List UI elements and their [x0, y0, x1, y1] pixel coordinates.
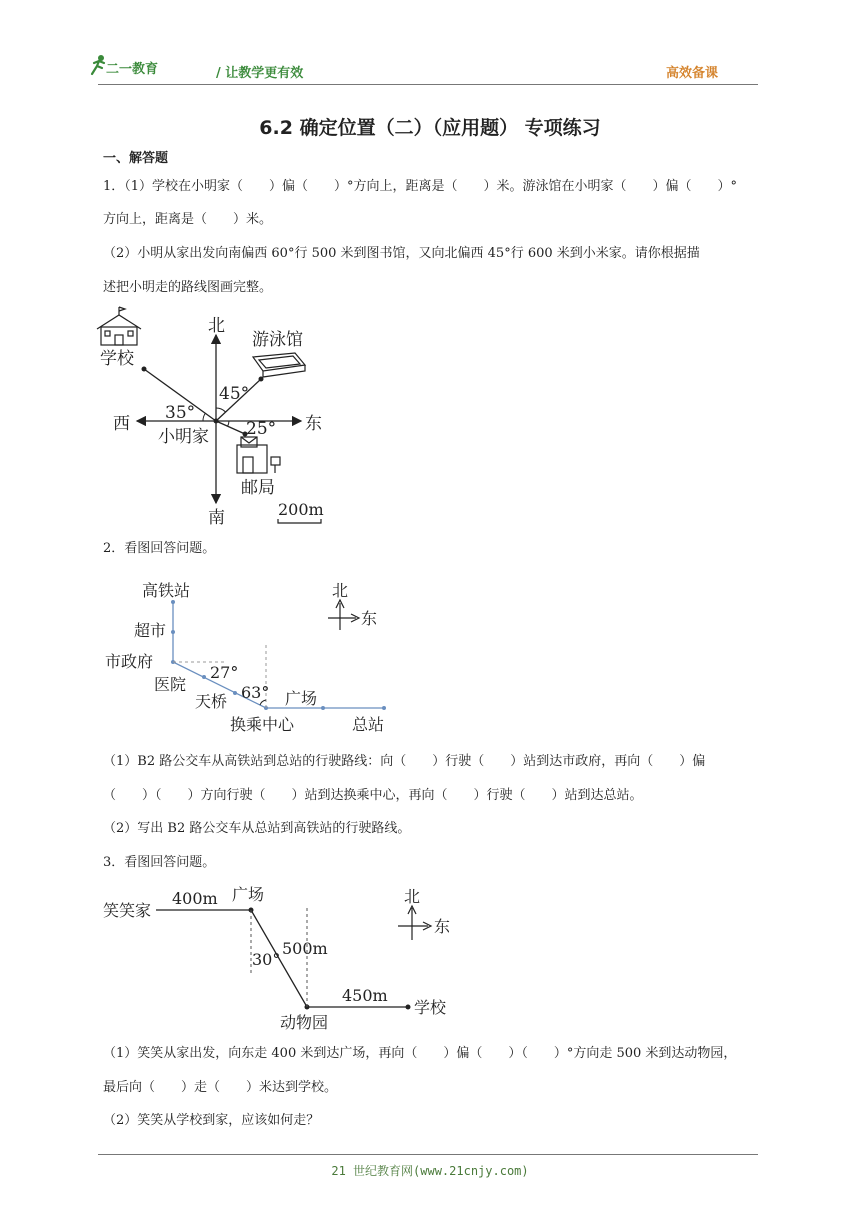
q3-line2: 最后向（ ）走（ ）米达到学校。 [103, 1080, 338, 1095]
label-north: 北 [208, 316, 225, 336]
label-a27: 27° [210, 663, 239, 682]
q2-intro: 2．看图回答问题。 [103, 541, 216, 556]
label-a45: 45° [219, 384, 250, 404]
q3-figure [100, 880, 460, 1030]
label-d500: 500m [282, 939, 328, 958]
label-scale: 200m [278, 500, 324, 519]
label-home: 小明家 [158, 427, 209, 447]
label-east2: 东 [361, 609, 378, 628]
q1-figure [95, 305, 345, 530]
label-a63: 63° [241, 683, 270, 702]
label-a30: 30° [252, 950, 281, 969]
label-school: 学校 [100, 349, 134, 369]
pool-icon [253, 353, 305, 377]
page-header [98, 56, 758, 84]
label-post: 邮局 [241, 478, 275, 498]
footer-divider [98, 1154, 758, 1155]
label-zoo: 动物园 [280, 1013, 329, 1030]
q3-intro: 3．看图回答问题。 [103, 855, 216, 870]
label-a25: 25° [246, 419, 277, 439]
label-guangchang: 广场 [285, 689, 318, 708]
header-right-label: 高效备课 [665, 66, 718, 81]
label-huancheng: 换乘中心 [230, 715, 295, 734]
label-d400: 400m [172, 889, 218, 908]
label-shizhengfu: 市政府 [105, 652, 154, 671]
label-square: 广场 [232, 885, 265, 904]
label-gaotie: 高铁站 [142, 581, 191, 600]
label-school3: 学校 [414, 998, 447, 1017]
section-heading: 一、解答题 [103, 151, 169, 166]
q2-line1: （1）B2 路公交车从高铁站到总站的行驶路线：向（ ）行驶（ ）站到达市政府，再向（ ）偏 [103, 754, 706, 769]
label-east: 东 [305, 414, 322, 434]
school-icon [97, 307, 141, 345]
label-south: 南 [208, 508, 225, 528]
label-tianqiao: 天桥 [195, 692, 228, 711]
q1-line2: 方向上，距离是（ ）米。 [103, 212, 273, 227]
label-yiyuan: 医院 [154, 675, 187, 694]
label-north2: 北 [332, 581, 349, 600]
label-west: 西 [113, 414, 130, 434]
label-zongzhan: 总站 [352, 715, 385, 734]
runner-logo-icon [88, 54, 108, 76]
q1-line1: 1．（1）学校在小明家（ ）偏（ ）°方向上，距离是（ ）米。游泳馆在小明家（ ）偏（ ）° [103, 179, 738, 194]
ray-post [216, 421, 245, 434]
q3-line1: （1）笑笑从家出发，向东走 400 米到达广场，再向（ ）偏（ ）（ ）°方向走 500 米到达动物园， [103, 1046, 737, 1061]
q2-figure [100, 570, 400, 740]
q1-line3: （2）小明从家出发向南偏西 60°行 500 米到图书馆，又向北偏西 45°行 600 米到小米家。请你根据描 [103, 246, 700, 261]
label-pool: 游泳馆 [252, 330, 303, 350]
label-chaoshi: 超市 [134, 621, 167, 640]
post-office-icon [237, 437, 280, 473]
q2-line2: （ ）（ ）方向行驶（ ）站到达换乘中心，再向（ ）行驶（ ）站到达总站。 [103, 788, 643, 803]
q3-line3: （2）笑笑从学校到家，应该如何走？ [103, 1113, 320, 1128]
scale-bar [278, 519, 321, 523]
header-divider [98, 84, 758, 85]
q1-line4: 述把小明走的路线图画完整。 [103, 280, 273, 295]
label-a35: 35° [165, 403, 196, 423]
label-d450: 450m [342, 986, 388, 1005]
footer-link[interactable]: 21 世纪教育网(www.21cnjy.com) [331, 1164, 529, 1178]
label-north3: 北 [404, 887, 421, 906]
q2-line3: （2）写出 B2 路公交车从总站到高铁站的行驶路线。 [103, 821, 411, 836]
logo-text: 二一教育 [106, 62, 159, 77]
label-east3: 东 [434, 917, 451, 936]
page-title: 6.2 确定位置（二）（应用题） 专项练习 [259, 117, 601, 139]
header-slogan: / 让教学更有效 [216, 66, 304, 81]
label-home3: 笑笑家 [103, 901, 152, 920]
